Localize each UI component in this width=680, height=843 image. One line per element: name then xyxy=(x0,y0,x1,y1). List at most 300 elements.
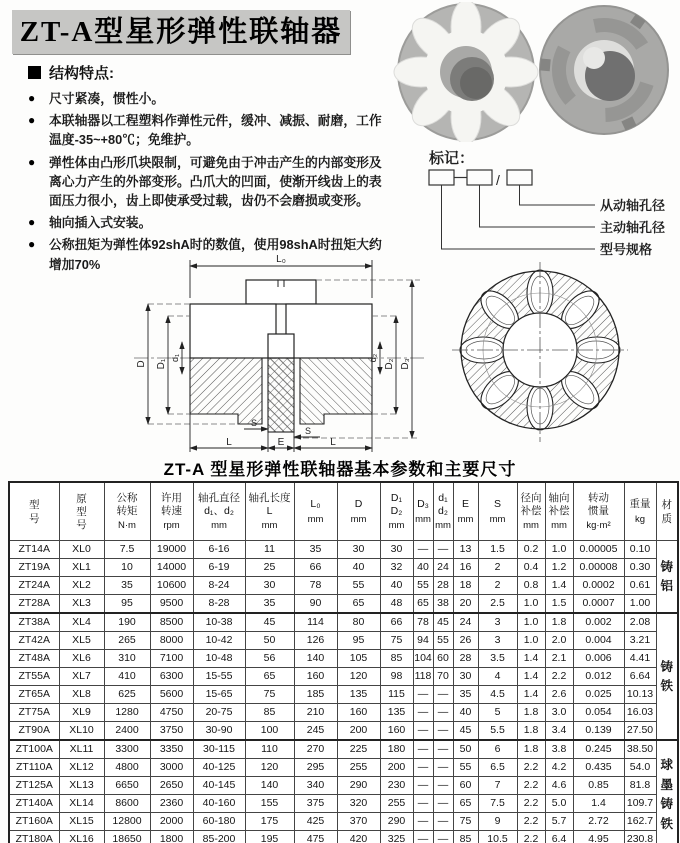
table-cell: 15-55 xyxy=(193,668,245,686)
table-cell: 1.2 xyxy=(545,559,573,577)
dim-l-right: L xyxy=(330,437,336,448)
table-cell: 54.0 xyxy=(624,759,656,777)
table-cell: — xyxy=(413,740,433,759)
table-cell: 115 xyxy=(380,686,413,704)
table-cell: 0.0002 xyxy=(573,577,624,595)
table-cell: 2.0 xyxy=(545,632,573,650)
table-cell: 3000 xyxy=(150,759,193,777)
table-cell: 66 xyxy=(294,559,337,577)
table-cell: 114 xyxy=(294,613,337,632)
table-cell: 135 xyxy=(337,686,380,704)
table-cell: XL9 xyxy=(59,704,104,722)
table-cell: 0.002 xyxy=(573,613,624,632)
table-cell: XL5 xyxy=(59,632,104,650)
table-cell: 245 xyxy=(294,722,337,741)
table-cell: 6300 xyxy=(150,668,193,686)
table-cell: XL7 xyxy=(59,668,104,686)
table-cell: 265 xyxy=(104,632,150,650)
column-header: D₃ mm xyxy=(413,482,433,541)
table-cell: — xyxy=(413,777,433,795)
table-cell: XL1 xyxy=(59,559,104,577)
table-cell: ZT100A xyxy=(9,740,59,759)
table-cell: 9 xyxy=(478,813,517,831)
table-cell: 200 xyxy=(380,759,413,777)
callout-model-spec: 型号规格 xyxy=(600,242,653,257)
table-cell: 1.8 xyxy=(517,722,545,741)
table-cell: 3750 xyxy=(150,722,193,741)
table-cell: 3300 xyxy=(104,740,150,759)
table-cell: 1.4 xyxy=(517,686,545,704)
table-cell: 160 xyxy=(380,722,413,741)
table-cell: 140 xyxy=(245,777,294,795)
table-cell: 310 xyxy=(104,650,150,668)
table-cell: 104 xyxy=(413,650,433,668)
material-cell: 铸 铝 xyxy=(656,541,678,614)
table-cell: 28 xyxy=(453,650,478,668)
table-cell: 120 xyxy=(337,668,380,686)
table-cell: 2.2 xyxy=(545,668,573,686)
table-cell: 20-75 xyxy=(193,704,245,722)
table-row xyxy=(9,795,678,813)
table-cell: 320 xyxy=(337,795,380,813)
table-cell: 1.8 xyxy=(517,704,545,722)
table-cell: — xyxy=(433,777,453,795)
column-header: D₁ D₂ mm xyxy=(380,482,413,541)
table-cell: 3.5 xyxy=(478,650,517,668)
table-cell: 0.61 xyxy=(624,577,656,595)
table-cell: 60 xyxy=(433,650,453,668)
table-cell: 10.13 xyxy=(624,686,656,704)
table-cell: 4800 xyxy=(104,759,150,777)
table-cell: 30 xyxy=(245,577,294,595)
table-cell: — xyxy=(413,722,433,741)
table-cell: 2650 xyxy=(150,777,193,795)
table-cell: 6-19 xyxy=(193,559,245,577)
dim-s-left: S xyxy=(250,418,258,428)
table-row xyxy=(9,650,678,668)
column-header: 许用 转速 rpm xyxy=(150,482,193,541)
callout-driven-bore: 从动轴孔径 xyxy=(600,198,666,213)
table-cell: ZT42A xyxy=(9,632,59,650)
table-cell: 7 xyxy=(478,777,517,795)
dim-d2-big: D₂ xyxy=(384,358,395,370)
front-view-drawing xyxy=(450,254,630,446)
table-cell: 60 xyxy=(453,777,478,795)
table-cell: 16.03 xyxy=(624,704,656,722)
table-cell: 0.0007 xyxy=(573,595,624,614)
column-header: 轴孔直径 d₁、d₂ mm xyxy=(193,482,245,541)
material-cell: 球 墨 铸 铁 xyxy=(656,740,678,843)
table-cell: 45 xyxy=(433,613,453,632)
table-cell: 5.0 xyxy=(545,795,573,813)
table-cell: 65 xyxy=(337,595,380,614)
table-cell: 160 xyxy=(294,668,337,686)
table-cell: 78 xyxy=(413,613,433,632)
table-cell: 55 xyxy=(433,632,453,650)
column-header: E mm xyxy=(453,482,478,541)
dim-e: E xyxy=(277,437,285,448)
table-cell: 2.72 xyxy=(573,813,624,831)
table-cell: 230.8 xyxy=(624,831,656,843)
table-cell: XL14 xyxy=(59,795,104,813)
table-cell: 0.435 xyxy=(573,759,624,777)
table-cell: 55 xyxy=(413,577,433,595)
table-row xyxy=(9,595,678,614)
table-cell: 155 xyxy=(245,795,294,813)
table-cell: 1.4 xyxy=(573,795,624,813)
table-cell: 26 xyxy=(453,632,478,650)
table-cell: — xyxy=(413,704,433,722)
table-cell: 27.50 xyxy=(624,722,656,741)
material-cell: 铸 铁 xyxy=(656,613,678,740)
table-cell: 126 xyxy=(294,632,337,650)
table-cell: 6-16 xyxy=(193,541,245,559)
table-cell: 0.00005 xyxy=(573,541,624,559)
table-cell: 35 xyxy=(245,595,294,614)
table-cell: 1.0 xyxy=(517,632,545,650)
table-cell: 162.7 xyxy=(624,813,656,831)
bore-highlight xyxy=(583,47,605,69)
table-cell: ZT125A xyxy=(9,777,59,795)
table-cell: 75 xyxy=(380,632,413,650)
table-cell: 4.41 xyxy=(624,650,656,668)
table-cell: 12800 xyxy=(104,813,150,831)
table-cell: 40 xyxy=(453,704,478,722)
dim-l0: L₀ xyxy=(276,254,286,265)
table-cell: ZT140A xyxy=(9,795,59,813)
table-cell: 9500 xyxy=(150,595,193,614)
table-row xyxy=(9,577,678,595)
table-row xyxy=(9,777,678,795)
table-cell: ZT160A xyxy=(9,813,59,831)
column-header: 转动 惯量 kg·m² xyxy=(573,482,624,541)
table-cell: 6 xyxy=(478,740,517,759)
dim-d1-small: d₁ xyxy=(170,353,180,363)
table-cell: 2.2 xyxy=(517,813,545,831)
table-cell: — xyxy=(413,541,433,559)
table-cell: 0.00008 xyxy=(573,559,624,577)
table-cell: 40-145 xyxy=(193,777,245,795)
table-cell: — xyxy=(413,686,433,704)
cross-section-drawing xyxy=(128,246,433,458)
features-heading-label: 结构特点: xyxy=(49,65,114,82)
table-cell: 56 xyxy=(245,650,294,668)
table-cell: 475 xyxy=(294,831,337,843)
table-cell: — xyxy=(433,541,453,559)
table-cell: 110 xyxy=(245,740,294,759)
table-cell: — xyxy=(413,813,433,831)
dim-d1-big: D₁ xyxy=(156,358,167,370)
column-header: 公称 转矩 N·m xyxy=(104,482,150,541)
table-cell: 0.012 xyxy=(573,668,624,686)
table-cell: — xyxy=(433,686,453,704)
table-cell: XL2 xyxy=(59,577,104,595)
table-cell: 0.006 xyxy=(573,650,624,668)
table-cell: 4.5 xyxy=(478,686,517,704)
table-cell: 4.6 xyxy=(545,777,573,795)
table-cell: 19000 xyxy=(150,541,193,559)
table-cell: 2.1 xyxy=(545,650,573,668)
table-cell: 30-90 xyxy=(193,722,245,741)
hatched-sections xyxy=(190,358,372,432)
table-cell: ZT28A xyxy=(9,595,59,614)
table-cell: 3 xyxy=(478,613,517,632)
table-cell: 2.2 xyxy=(517,795,545,813)
table-cell: 45 xyxy=(453,722,478,741)
table-cell: 5.5 xyxy=(478,722,517,741)
table-cell: ZT55A xyxy=(9,668,59,686)
table-cell: 1.4 xyxy=(517,668,545,686)
features-heading xyxy=(28,62,392,83)
table-cell: 60-180 xyxy=(193,813,245,831)
table-cell: 2.08 xyxy=(624,613,656,632)
table-cell: 30 xyxy=(453,668,478,686)
table-cell: 10.5 xyxy=(478,831,517,843)
table-cell: 55 xyxy=(337,577,380,595)
table-cell: 3350 xyxy=(150,740,193,759)
table-cell: ZT14A xyxy=(9,541,59,559)
table-cell: 65 xyxy=(453,795,478,813)
features-section xyxy=(28,62,392,277)
table-cell: 35 xyxy=(294,541,337,559)
table-cell: 8000 xyxy=(150,632,193,650)
marking-box-driven xyxy=(507,170,532,185)
column-header: d₁ d₂ mm xyxy=(433,482,453,541)
table-cell: 290 xyxy=(380,813,413,831)
table-cell: 80 xyxy=(337,613,380,632)
table-cell: XL6 xyxy=(59,650,104,668)
table-row xyxy=(9,686,678,704)
marking-box-driving xyxy=(467,170,492,185)
table-row xyxy=(9,632,678,650)
table-cell: — xyxy=(433,795,453,813)
table-cell: 78 xyxy=(294,577,337,595)
table-cell: — xyxy=(413,795,433,813)
table-cell: 0.025 xyxy=(573,686,624,704)
table-cell: 70 xyxy=(433,668,453,686)
table-cell: 13 xyxy=(453,541,478,559)
column-header: 原 型 号 xyxy=(59,482,104,541)
product-photo-hub xyxy=(530,4,680,138)
table-cell: 3.4 xyxy=(545,722,573,741)
feature-item: ● 尺寸紧凑，惯性小。 xyxy=(28,89,392,108)
table-cell: 10-38 xyxy=(193,613,245,632)
table-cell: 38.50 xyxy=(624,740,656,759)
table-cell: 65 xyxy=(245,668,294,686)
table-cell: 425 xyxy=(294,813,337,831)
table-cell: 210 xyxy=(294,704,337,722)
table-row xyxy=(9,831,678,843)
page-title: ZT-A型星形弹性联轴器 xyxy=(12,10,350,54)
table-cell: 6650 xyxy=(104,777,150,795)
table-cell: 35 xyxy=(104,577,150,595)
table-cell: 120 xyxy=(245,759,294,777)
table-cell: 270 xyxy=(294,740,337,759)
table-cell: ZT180A xyxy=(9,831,59,843)
table-cell: 185 xyxy=(294,686,337,704)
table-cell: 35 xyxy=(453,686,478,704)
table-cell: 24 xyxy=(453,613,478,632)
table-cell: 24 xyxy=(433,559,453,577)
table-cell: 420 xyxy=(337,831,380,843)
table-cell: 8600 xyxy=(104,795,150,813)
table-cell: 6.4 xyxy=(545,831,573,843)
table-cell: — xyxy=(413,759,433,777)
table-cell: 30 xyxy=(337,541,380,559)
table-cell: XL0 xyxy=(59,541,104,559)
table-cell: 160 xyxy=(337,704,380,722)
table-cell: 7100 xyxy=(150,650,193,668)
table-cell: 2 xyxy=(478,577,517,595)
table-cell: 18650 xyxy=(104,831,150,843)
table-cell: 8-24 xyxy=(193,577,245,595)
table-cell: XL11 xyxy=(59,740,104,759)
table-cell: 4750 xyxy=(150,704,193,722)
table-cell: ZT65A xyxy=(9,686,59,704)
table-cell: 0.2 xyxy=(517,541,545,559)
table-cell: 410 xyxy=(104,668,150,686)
table-cell: 325 xyxy=(380,831,413,843)
table-cell: 1.4 xyxy=(545,577,573,595)
marking-label: 标记： xyxy=(429,150,475,167)
table-cell: 85 xyxy=(380,650,413,668)
table-cell: 295 xyxy=(294,759,337,777)
table-cell: 85-200 xyxy=(193,831,245,843)
table-cell: 6.64 xyxy=(624,668,656,686)
table-cell: 66 xyxy=(380,613,413,632)
table-cell: XL16 xyxy=(59,831,104,843)
table-cell: ZT38A xyxy=(9,613,59,632)
table-cell: 0.4 xyxy=(517,559,545,577)
table-cell: 1.5 xyxy=(478,541,517,559)
table-cell: 2.2 xyxy=(517,831,545,843)
table-cell: 0.85 xyxy=(573,777,624,795)
table-cell: 81.8 xyxy=(624,777,656,795)
table-cell: 28 xyxy=(433,577,453,595)
table-cell: ZT19A xyxy=(9,559,59,577)
table-cell: 45 xyxy=(245,613,294,632)
column-header: 型 号 xyxy=(9,482,59,541)
table-cell: 7.5 xyxy=(104,541,150,559)
table-cell: 1.4 xyxy=(517,650,545,668)
table-cell: — xyxy=(433,722,453,741)
table-cell: 40 xyxy=(380,577,413,595)
table-cell: 5 xyxy=(478,704,517,722)
table-cell: 140 xyxy=(294,650,337,668)
column-header: 轴向 补偿 mm xyxy=(545,482,573,541)
table-cell: 38 xyxy=(433,595,453,614)
table-cell: — xyxy=(433,831,453,843)
table-cell: 32 xyxy=(380,559,413,577)
table-cell: 2.2 xyxy=(517,759,545,777)
table-row xyxy=(9,813,678,831)
table-cell: 10600 xyxy=(150,577,193,595)
table-cell: 3.8 xyxy=(545,740,573,759)
table-cell: 1.8 xyxy=(545,613,573,632)
table-cell: 5600 xyxy=(150,686,193,704)
table-cell: 2.6 xyxy=(545,686,573,704)
table-cell: 16 xyxy=(453,559,478,577)
table-cell: 98 xyxy=(380,668,413,686)
table-cell: 255 xyxy=(380,795,413,813)
table-cell: 2400 xyxy=(104,722,150,741)
table-cell: 255 xyxy=(337,759,380,777)
header-row xyxy=(9,482,678,541)
table-cell: 1.0 xyxy=(517,595,545,614)
table-cell: 4.95 xyxy=(573,831,624,843)
table-cell: 175 xyxy=(245,813,294,831)
table-cell: XL10 xyxy=(59,722,104,741)
table-cell: 105 xyxy=(337,650,380,668)
table-cell: 135 xyxy=(380,704,413,722)
callout-driving-bore: 主动轴孔径 xyxy=(600,220,666,235)
table-row xyxy=(9,704,678,722)
column-header: 轴孔长度 L mm xyxy=(245,482,294,541)
table-cell: — xyxy=(413,831,433,843)
table-row xyxy=(9,613,678,632)
table-cell: 290 xyxy=(337,777,380,795)
spec-table xyxy=(8,481,679,843)
table-cell: ZT24A xyxy=(9,577,59,595)
table-cell: 0.10 xyxy=(624,541,656,559)
table-cell: 2000 xyxy=(150,813,193,831)
column-header: 径向 补偿 mm xyxy=(517,482,545,541)
table-cell: 95 xyxy=(104,595,150,614)
table-cell: 375 xyxy=(294,795,337,813)
table-cell: 8-28 xyxy=(193,595,245,614)
table-cell: 6.5 xyxy=(478,759,517,777)
table-cell: 30-115 xyxy=(193,740,245,759)
table-cell: 94 xyxy=(413,632,433,650)
table-cell: 1.8 xyxy=(517,740,545,759)
table-cell: 190 xyxy=(104,613,150,632)
table-cell: 0.245 xyxy=(573,740,624,759)
table-cell: 4 xyxy=(478,668,517,686)
table-cell: 2.2 xyxy=(517,777,545,795)
table-cell: 95 xyxy=(337,632,380,650)
column-header: 重量 kg xyxy=(624,482,656,541)
table-cell: XL12 xyxy=(59,759,104,777)
table-cell: 14000 xyxy=(150,559,193,577)
feature-item: ● 轴向插入式安装。 xyxy=(28,213,392,232)
table-cell: 0.139 xyxy=(573,722,624,741)
bore-deep-shadow xyxy=(460,67,492,99)
table-row xyxy=(9,541,678,559)
table-cell: 3 xyxy=(478,632,517,650)
table-cell: 180 xyxy=(380,740,413,759)
product-photo-elastomer xyxy=(390,2,542,142)
table-cell: 0.30 xyxy=(624,559,656,577)
table-cell: XL3 xyxy=(59,595,104,614)
table-cell: XL4 xyxy=(59,613,104,632)
table-cell: 1.0 xyxy=(517,613,545,632)
table-cell: ZT90A xyxy=(9,722,59,741)
table-cell: 109.7 xyxy=(624,795,656,813)
table-row xyxy=(9,740,678,759)
table-cell: 118 xyxy=(413,668,433,686)
table-cell: — xyxy=(433,759,453,777)
table-cell: 20 xyxy=(453,595,478,614)
marking-diagram xyxy=(415,146,677,260)
table-cell: 11 xyxy=(245,541,294,559)
table-cell: 25 xyxy=(245,559,294,577)
table-cell: — xyxy=(433,813,453,831)
table-cell: 1800 xyxy=(150,831,193,843)
table-cell: 1.5 xyxy=(545,595,573,614)
column-header: S mm xyxy=(478,482,517,541)
table-row xyxy=(9,759,678,777)
table-cell: 200 xyxy=(337,722,380,741)
